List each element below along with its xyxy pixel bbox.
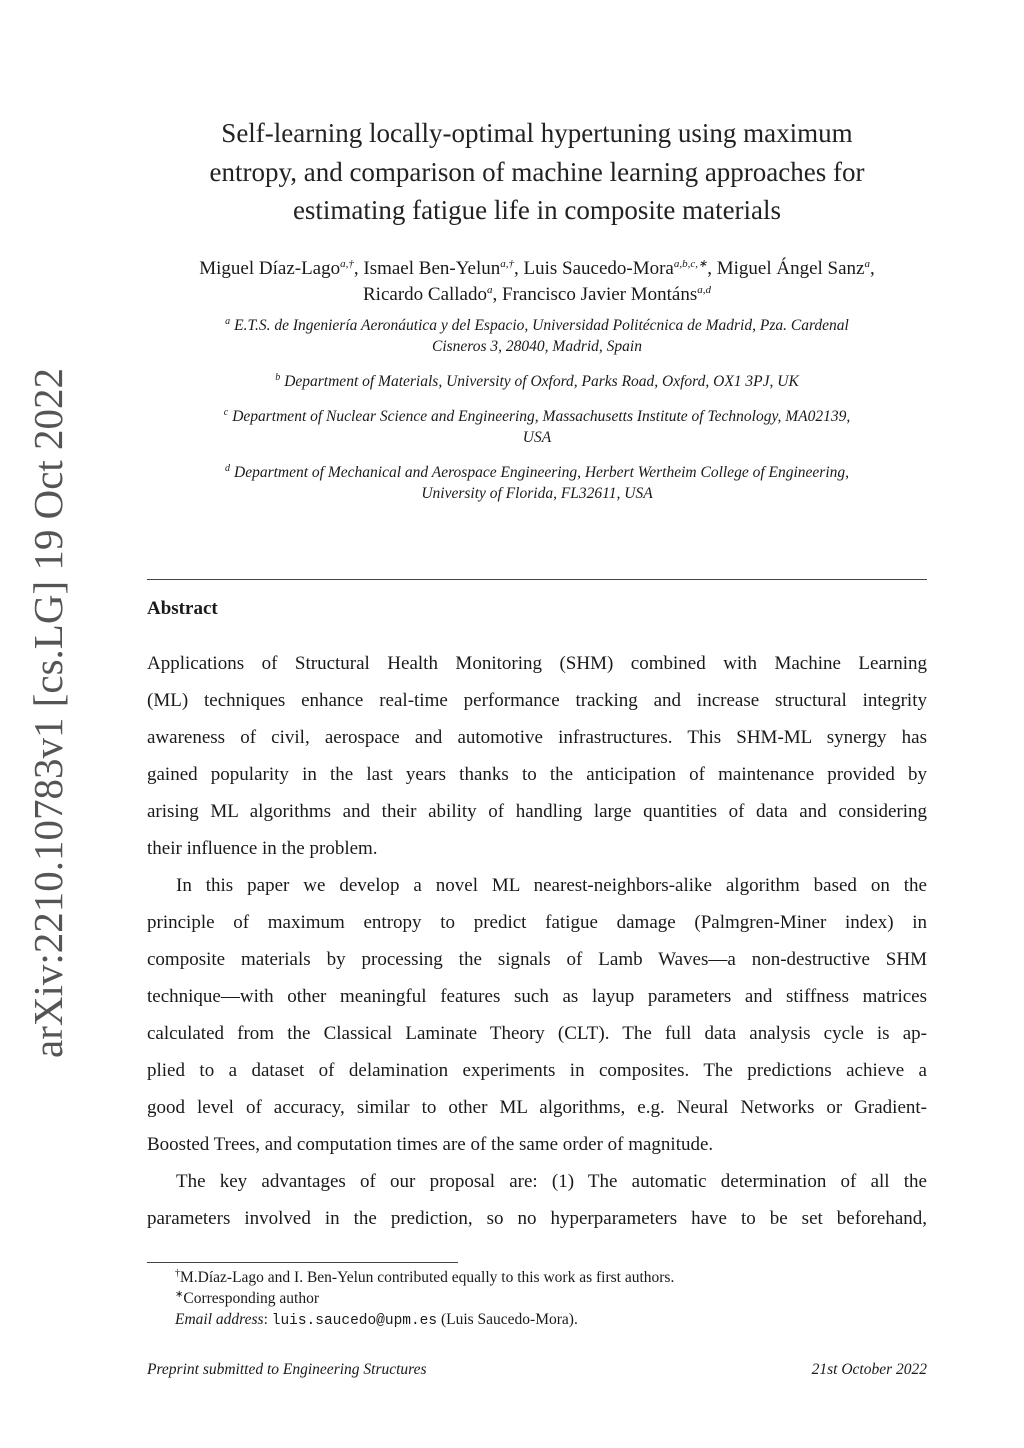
abstract-line: The key advantages of our proposal are: (1) The automatic determination of all the xyxy=(176,1171,927,1192)
author-name: Luis Saucedo-Mora xyxy=(523,258,674,279)
footnote-divider xyxy=(147,1262,458,1263)
abstract-line: Boosted Trees, and computation times are of the same order of magnitude. xyxy=(147,1134,714,1155)
footnote-mark: † xyxy=(175,1268,180,1279)
affiliation-list xyxy=(147,315,927,518)
author-affil-mark: a xyxy=(487,284,493,296)
affiliation-mark: c xyxy=(223,407,229,418)
author-affil-mark: a xyxy=(864,258,870,270)
footnote-email: Email address: luis.saucedo@upm.es (Luis Saucedo-Mora). xyxy=(175,1311,578,1329)
abstract-line: good level of accuracy, similar to other ML algorithms, e.g. Neural Networks or Gradient- xyxy=(147,1097,927,1118)
abstract-line: composite materials by processing the signals of Lamb Waves—a non-destructive SHM xyxy=(147,949,927,970)
author-name: Miguel Ángel Sanz xyxy=(716,258,865,279)
affiliation-mark: d xyxy=(225,463,230,474)
affiliation-d xyxy=(147,462,927,504)
footnote-text: Corresponding author xyxy=(183,1290,319,1307)
affiliation-text: USA xyxy=(522,429,552,446)
arxiv-identifier-stamp: arXiv:2210.10783v1 [cs.LG] 19 Oct 2022 xyxy=(25,367,71,1058)
author-affil-mark: a,d xyxy=(697,284,711,296)
title-line: entropy, and comparison of machine learning approaches for xyxy=(209,156,865,187)
email-address-link[interactable]: luis.saucedo@upm.es xyxy=(271,1313,438,1329)
affiliation-mark: a xyxy=(225,316,231,327)
abstract-heading: Abstract xyxy=(147,598,218,619)
abstract-line: technique—with other meaningful features such as layup parameters and stiffness matrices xyxy=(147,986,927,1007)
section-divider xyxy=(147,579,927,580)
paper-title xyxy=(147,114,927,230)
author-name: Ricardo Callado xyxy=(363,284,487,305)
affiliation-text: Department of Materials, University of Oxford, Parks Road, Oxford, OX1 3PJ, UK xyxy=(284,373,799,390)
author-name: Miguel Díaz-Lago xyxy=(199,258,341,279)
footer-date: 21st October 2022 xyxy=(811,1361,927,1378)
abstract-line: In this paper we develop a novel ML nearest-neighbors-alike algorithm based on the xyxy=(176,875,927,896)
footnote-equal-contribution xyxy=(147,1267,927,1288)
abstract-paragraph-3 xyxy=(147,1163,927,1237)
affiliation-a xyxy=(147,315,927,357)
affiliation-text: Department of Mechanical and Aerospace Engineering, Herbert Wertheim College of Engineering, xyxy=(234,464,849,481)
abstract-line: plied to a dataset of delamination experiments in composites. The predictions achieve a xyxy=(147,1060,927,1081)
title-line: estimating fatigue life in composite materials xyxy=(292,195,782,225)
abstract-line: (ML) techniques enhance real-time performance tracking and increase structural integrity xyxy=(147,690,927,711)
footnotes xyxy=(147,1267,927,1332)
abstract-body xyxy=(147,645,927,1237)
abstract-paragraph-2 xyxy=(147,867,927,1163)
affiliation-text: E.T.S. de Ingeniería Aeronáutica y del Espacio, Universidad Politécnica de Madrid, Pza. Cardenal xyxy=(234,317,849,334)
abstract-line: parameters involved in the prediction, so no hyperparameters have to be set beforehand, xyxy=(147,1208,927,1229)
author-name: Francisco Javier Montáns xyxy=(502,284,698,305)
footnote-mark: ∗ xyxy=(175,1289,184,1300)
author-affil-mark: a,b,c,∗ xyxy=(673,258,708,270)
abstract-line: principle of maximum entropy to predict fatigue damage (Palmgren-Miner index) in xyxy=(147,912,927,933)
affiliation-text: Cisneros 3, 28040, Madrid, Spain xyxy=(432,338,642,355)
abstract-paragraph-1 xyxy=(147,645,927,867)
abstract-line: their influence in the problem. xyxy=(147,838,378,859)
footnote-corresponding xyxy=(147,1288,927,1309)
author-name: Ismael Ben-Yelun xyxy=(363,258,501,279)
abstract-line: gained popularity in the last years thanks to the anticipation of maintenance provided by xyxy=(147,764,927,785)
abstract-line: calculated from the Classical Laminate Theory (CLT). The full data analysis cycle is ap- xyxy=(147,1023,927,1044)
author-affil-mark: a,† xyxy=(340,258,354,270)
email-owner: (Luis Saucedo-Mora). xyxy=(440,1311,578,1328)
affiliation-text: Department of Nuclear Science and Engineering, Massachusetts Institute of Technology, MA02139, xyxy=(232,408,851,425)
footnote-text: M.Díaz-Lago and I. Ben-Yelun contributed equally to this work as first authors. xyxy=(180,1269,675,1286)
affiliation-mark: b xyxy=(275,372,281,383)
author-list: Miguel Díaz-Lago$^{a,\dagger}$, Ismael Ben-Yelun$^{a,\dagger}$, Luis Saucedo-Mora$^{a,b,c,∗}$, Miguel Ángel Sanz$^a$, Ricardo Callado$^a$, Francisco Javier Montáns$^{a,d}$ xyxy=(199,258,875,305)
affiliation-b xyxy=(147,371,927,392)
affiliation-c xyxy=(147,406,927,448)
author-affil-mark: a,† xyxy=(500,258,514,270)
email-label: Email address xyxy=(175,1311,264,1328)
affiliation-text: University of Florida, FL32611, USA xyxy=(421,485,653,502)
abstract-line: Applications of Structural Health Monitoring (SHM) combined with Machine Learning xyxy=(147,653,927,674)
abstract-line: awareness of civil, aerospace and automotive infrastructures. This SHM-ML synergy has xyxy=(147,727,927,748)
title-line: Self-learning locally-optimal hypertuning using maximum xyxy=(221,118,853,148)
footer-journal: Preprint submitted to Engineering Structures xyxy=(147,1361,427,1378)
abstract-line: arising ML algorithms and their ability of handling large quantities of data and considering xyxy=(147,801,927,822)
